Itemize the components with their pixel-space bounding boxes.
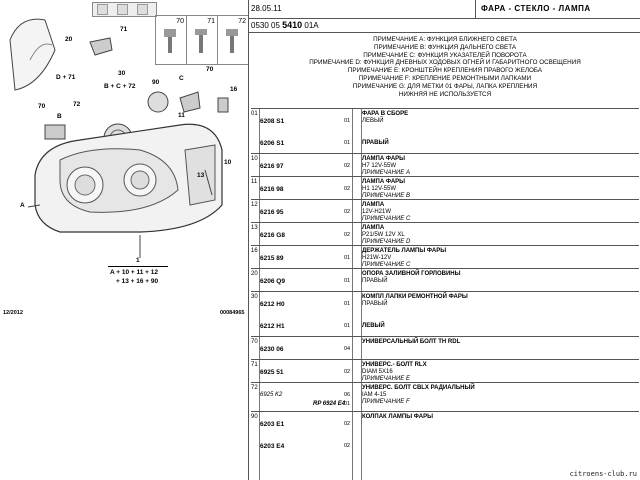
part-spec: H7 12V-55W bbox=[362, 163, 397, 169]
ref-number: 11 bbox=[251, 179, 258, 185]
part-section bbox=[251, 359, 639, 382]
ref-number: 72 bbox=[251, 385, 258, 391]
part-note: ПРИМЕЧАНИЕ F bbox=[362, 399, 410, 405]
table-row[interactable] bbox=[251, 177, 639, 199]
part-spec: ПРАВЫЙ bbox=[362, 301, 388, 307]
quantity: 02 bbox=[344, 232, 351, 238]
part-spec: 12V-H21W bbox=[362, 209, 392, 215]
note-line: ПРИМЕЧАНИЕ E: КРОНШТЕЙН КРЕПЛЕНИЯ ПРАВОГО ЖЕЛОБА bbox=[347, 67, 543, 75]
note-line: ПРИМЕЧАНИЕ A: ФУНКЦИЯ БЛИЖНЕГО СВЕТА bbox=[373, 36, 517, 43]
diagram-date: 12/2012 bbox=[3, 310, 23, 316]
ref-number: 10 bbox=[251, 156, 258, 162]
callout-label: D + 71 bbox=[56, 74, 76, 81]
quantity: 01 bbox=[344, 140, 351, 146]
table-row[interactable] bbox=[251, 314, 639, 336]
part-spec: P21/5W 12V XL bbox=[362, 232, 405, 238]
part-name: УНИВЕРС.- БОЛТ RLX bbox=[362, 362, 427, 368]
note-line: НИЖНЯЯ НЕ ИСПОЛЬЗУЕТСЯ bbox=[398, 90, 492, 98]
part-note: ПРИМЕЧАНИЕ B bbox=[362, 193, 410, 199]
part-name: ЛАМПА ФАРЫ bbox=[362, 156, 406, 162]
part-code: 6203 E4 bbox=[260, 443, 285, 450]
callout-label: A + 10 + 11 + 12 bbox=[110, 269, 159, 276]
part-note: ПРИМЕЧАНИЕ C bbox=[362, 262, 411, 268]
part-code: 6216 95 bbox=[260, 209, 284, 216]
part-spec: H21W-12V bbox=[362, 255, 392, 261]
notes-block bbox=[249, 36, 640, 104]
callout-label: 70 bbox=[38, 103, 46, 110]
part-name: ДЕРЖАТЕЛЬ ЛАМПЫ ФАРЫ bbox=[362, 248, 447, 254]
part-note: ПРИМЕЧАНИЕ D bbox=[362, 239, 411, 245]
watermark: citroens-club.ru bbox=[569, 470, 637, 478]
part-section bbox=[251, 291, 639, 336]
quantity: 02 bbox=[344, 421, 351, 427]
table-row[interactable] bbox=[251, 360, 639, 382]
quantity: 01 bbox=[344, 323, 351, 329]
part-code: 6925 51 bbox=[260, 369, 284, 376]
quantity: 01 bbox=[344, 278, 351, 284]
callout-label: 20 bbox=[65, 36, 73, 43]
part-spec: IAM 4-15 bbox=[362, 392, 387, 398]
part-name: ФАРА В СБОРЕ bbox=[362, 111, 409, 117]
callout-label: 72 bbox=[73, 101, 81, 108]
part-description bbox=[362, 248, 446, 269]
callout-label: 13 bbox=[197, 172, 205, 179]
part-description bbox=[362, 316, 385, 330]
part-section bbox=[251, 382, 639, 411]
part-name: ЛАМПА bbox=[362, 202, 385, 208]
table-row[interactable] bbox=[251, 109, 639, 131]
sheet-ref-row bbox=[249, 18, 640, 33]
callout-label: 16 bbox=[230, 86, 238, 93]
part-section bbox=[251, 245, 639, 268]
quantity: 02 bbox=[344, 369, 351, 375]
ref-number: 01 bbox=[251, 111, 258, 117]
part-name: КОЛПАК ЛАМПЫ ФАРЫ bbox=[362, 414, 433, 420]
callout-label: A bbox=[20, 202, 25, 209]
ref-number: 30 bbox=[251, 294, 258, 300]
sheet-date: 28.05.11 bbox=[251, 4, 282, 13]
callout-label: B + C + 72 bbox=[104, 83, 136, 90]
part-code: 6216 G8 bbox=[260, 232, 285, 239]
callout-label: 11 bbox=[178, 112, 185, 119]
parts-sheet bbox=[248, 0, 640, 480]
table-row[interactable] bbox=[251, 292, 639, 314]
header-separator bbox=[475, 0, 476, 18]
part-code: 6925 K2 bbox=[260, 392, 283, 398]
part-section bbox=[251, 153, 639, 176]
part-section bbox=[251, 199, 639, 222]
table-row[interactable] bbox=[251, 223, 639, 245]
callout-label: 30 bbox=[118, 70, 126, 77]
table-row[interactable] bbox=[251, 269, 639, 291]
quantity: 02 bbox=[344, 209, 351, 215]
note-line: ПРИМЕЧАНИЕ D: ФУНКЦИЯ ДНЕВНЫХ ХОДОВЫХ ОГНЕЙ И ГАБАРИТНОГО ОСВЕЩЕНИЯ bbox=[309, 59, 581, 67]
note-line: ПРИМЕЧАНИЕ G: ДЛЯ МЕТКИ 01 ФАРЫ, ЛАПКА КРЕПЛЕНИЯ bbox=[352, 82, 538, 90]
ref-number: 16 bbox=[251, 248, 258, 254]
table-row[interactable] bbox=[251, 131, 639, 153]
callout-label: 90 bbox=[152, 79, 160, 86]
table-row[interactable] bbox=[251, 434, 639, 456]
part-description bbox=[362, 271, 460, 285]
ref-number: 71 bbox=[251, 362, 258, 368]
part-name: КОМПЛ ЛАПКИ РЕМОНТНОЙ ФАРЫ bbox=[362, 294, 468, 300]
table-row[interactable] bbox=[251, 246, 639, 268]
ref-number: 90 bbox=[251, 414, 258, 420]
part-section bbox=[251, 108, 639, 153]
parts-table bbox=[251, 108, 639, 456]
part-section bbox=[251, 336, 639, 359]
part-spec: ПРАВЫЙ bbox=[362, 140, 389, 146]
part-code: 6216 97 bbox=[260, 163, 284, 170]
quantity: 06 bbox=[344, 392, 351, 398]
callout-label: 70 bbox=[206, 66, 214, 73]
part-code: 6212 H1 bbox=[260, 323, 285, 330]
note-line: ПРИМЕЧАНИЕ B: ФУНКЦИЯ ДАЛЬНЕГО СВЕТА bbox=[373, 43, 517, 51]
part-description bbox=[362, 202, 410, 223]
ref-bold: 5410 bbox=[282, 20, 303, 30]
ref-number: 70 bbox=[251, 339, 258, 345]
part-note: ПРИМЕЧАНИЕ C bbox=[362, 216, 411, 222]
table-row[interactable] bbox=[251, 200, 639, 222]
table-row[interactable] bbox=[251, 412, 639, 434]
diagram-code: 00084965 bbox=[220, 310, 245, 316]
part-description bbox=[362, 339, 460, 346]
part-description bbox=[362, 225, 410, 246]
ref-number: 12 bbox=[251, 202, 258, 208]
part-code: 6206 S1 bbox=[260, 140, 285, 147]
part-name: УНИВЕРСАЛЬНЫЙ БОЛТ TH RDL bbox=[362, 339, 461, 345]
part-description bbox=[362, 156, 410, 177]
part-description bbox=[362, 414, 433, 421]
quantity: 01 bbox=[344, 118, 351, 124]
part-spec: ПРАВЫЙ bbox=[362, 278, 388, 284]
part-description bbox=[362, 133, 389, 147]
callout-label: 1 bbox=[136, 257, 140, 264]
part-code: 6215 89 bbox=[260, 255, 284, 262]
table-row[interactable] bbox=[251, 337, 639, 359]
diagram-panel bbox=[0, 0, 248, 480]
part-description bbox=[362, 362, 427, 383]
quantity: 02 bbox=[344, 186, 351, 192]
callout-label: 10 bbox=[224, 159, 232, 166]
quantity: 01 bbox=[344, 255, 351, 261]
part-code: 6216 98 bbox=[260, 186, 284, 193]
part-code: 6208 S1 bbox=[260, 118, 285, 125]
part-description bbox=[362, 294, 468, 308]
part-note: ПРИМЕЧАНИЕ E bbox=[362, 376, 410, 382]
part-code: 6206 Q9 bbox=[260, 278, 285, 285]
part-description bbox=[362, 385, 475, 406]
quantity: 02 bbox=[344, 443, 351, 449]
part-section bbox=[251, 176, 639, 199]
table-row[interactable] bbox=[251, 383, 639, 411]
quantity: 02 bbox=[344, 163, 351, 169]
part-name: ОПОРА ЗАЛИВНОЙ ГОРЛОВИНЫ bbox=[362, 271, 461, 277]
callout-label: C bbox=[179, 75, 184, 82]
note-line: ПРИМЕЧАНИЕ F: КРЕПЛЕНИЕ РЕМОНТНЫМИ ЛАПКАМИ bbox=[358, 74, 532, 82]
fastener-code: 72 bbox=[238, 18, 246, 25]
headlight-drawing bbox=[0, 0, 248, 300]
note-line: ПРИМЕЧАНИЕ C: ФУНКЦИЯ УКАЗАТЕЛЕЙ ПОВОРОТА bbox=[363, 51, 527, 59]
part-spec: ЛЕВЫЙ bbox=[362, 323, 385, 329]
ref-prefix: 0530 05 bbox=[251, 21, 283, 30]
quantity: 04 bbox=[344, 346, 351, 352]
callout-label: 71 bbox=[120, 26, 128, 33]
part-note: ПРИМЕЧАНИЕ A bbox=[362, 170, 410, 176]
part-spec: H1 12V-55W bbox=[362, 186, 397, 192]
ref-number: 13 bbox=[251, 225, 258, 231]
part-name: ЛАМПА bbox=[362, 225, 385, 231]
part-description bbox=[362, 111, 408, 125]
part-section bbox=[251, 268, 639, 291]
part-spec: DIAM 5X16 bbox=[362, 369, 393, 375]
ref-number: 20 bbox=[251, 271, 258, 277]
quantity-2: 01 bbox=[344, 401, 351, 407]
part-description bbox=[362, 179, 410, 200]
ref-suffix: 01A bbox=[302, 21, 319, 30]
part-code: 6212 H0 bbox=[260, 301, 285, 308]
sheet-header bbox=[249, 0, 640, 19]
fastener-code: 71 bbox=[207, 18, 215, 25]
part-spec: ЛЕВЫЙ bbox=[362, 118, 384, 124]
fastener-code: 70 bbox=[176, 18, 184, 25]
table-row[interactable] bbox=[251, 154, 639, 176]
part-code: 6203 E1 bbox=[260, 421, 285, 428]
callout-label: B bbox=[57, 113, 62, 120]
quantity: 01 bbox=[344, 301, 351, 307]
sheet-ref bbox=[251, 20, 319, 30]
part-code: 6230 06 bbox=[260, 346, 284, 353]
part-name: ЛАМПА ФАРЫ bbox=[362, 179, 406, 185]
callout-label: + 13 + 16 + 90 bbox=[116, 278, 159, 285]
divider-line bbox=[108, 266, 168, 267]
replacement-code: RP 6924 E4 bbox=[313, 401, 346, 407]
part-name: УНИВЕРС. БОЛТ CBLX РАДИАЛЬНЫЙ bbox=[362, 385, 475, 391]
sheet-title: ФАРА - СТЕКЛО - ЛАМПА bbox=[481, 4, 591, 13]
part-section bbox=[251, 411, 639, 456]
part-section bbox=[251, 222, 639, 245]
